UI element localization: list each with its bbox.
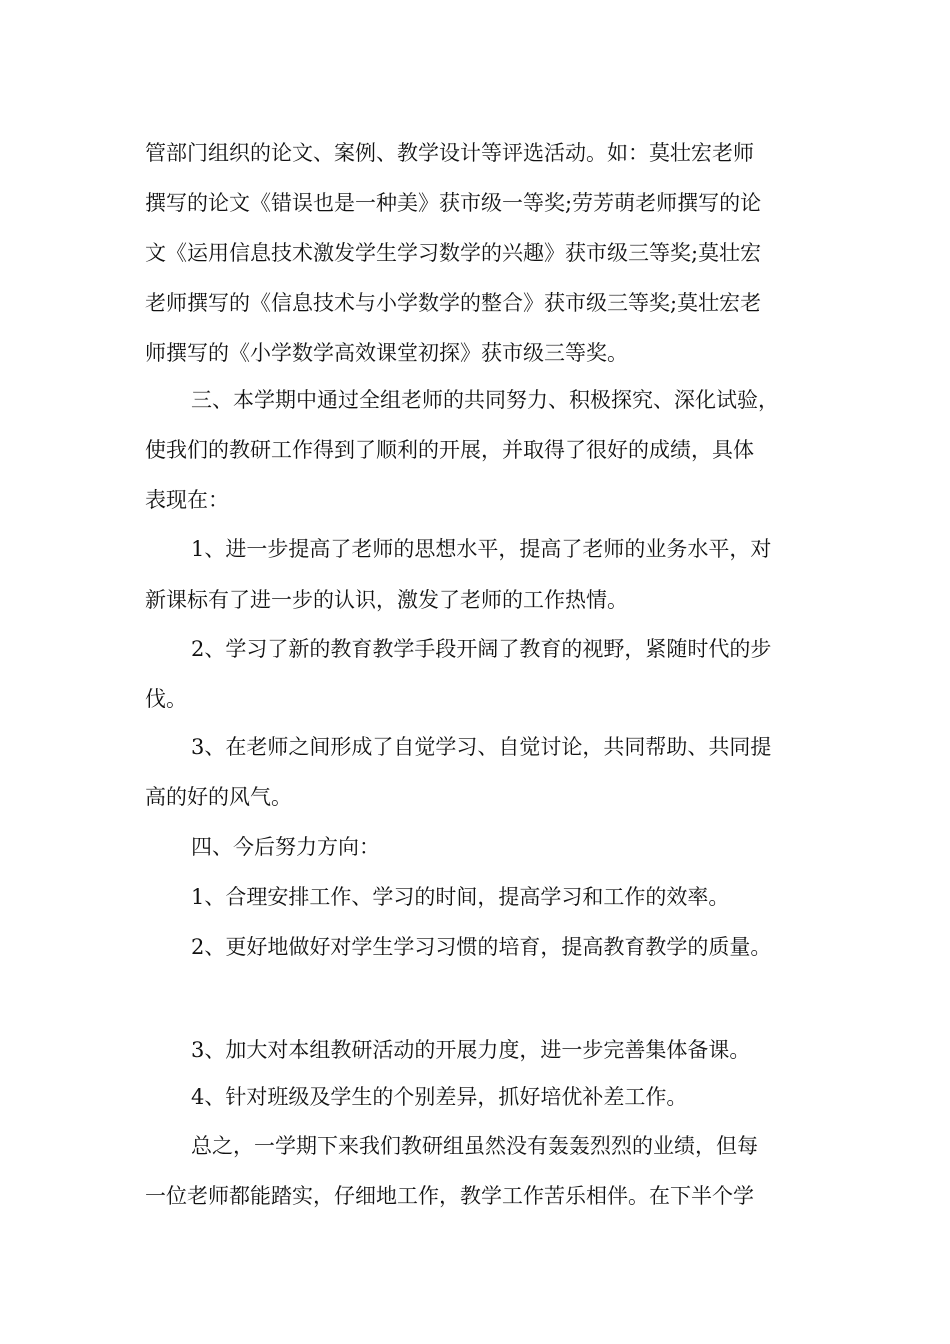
text-line: 伐。 <box>145 687 187 711</box>
list-item: 2、学习了新的教育教学手段开阔了教育的视野，紧随时代的步 <box>191 637 772 661</box>
list-item: 2、更好地做好对学生学习习惯的培育，提高教育教学的质量。 <box>191 935 772 959</box>
text-line: 表现在： <box>145 488 229 512</box>
conclusion-paragraph: 总之，一学期下来我们教研组虽然没有轰轰烈烈的业绩，但每 <box>191 1134 758 1158</box>
list-item: 3、加大对本组教研活动的开展力度，进一步完善集体备课。 <box>191 1038 751 1062</box>
list-item: 3、在老师之间形成了自觉学习、自觉讨论，共同帮助、共同提 <box>191 735 772 759</box>
text-line: 老师撰写的《信息技术与小学数学的整合》获市级三等奖;莫壮宏老 <box>145 291 762 315</box>
text-line: 使我们的教研工作得到了顺利的开展，并取得了很好的成绩，具体 <box>145 438 754 462</box>
list-item: 1、进一步提高了老师的思想水平，提高了老师的业务水平，对 <box>191 537 772 561</box>
text-line: 撰写的论文《错误也是一种美》获市级一等奖;劳芳萌老师撰写的论 <box>145 191 762 215</box>
section-three-heading: 三、本学期中通过全组老师的共同努力、积极探究、深化试验， <box>191 388 779 412</box>
text-line: 一位老师都能踏实，仔细地工作，教学工作苦乐相伴。在下半个学 <box>145 1184 754 1208</box>
text-line: 管部门组织的论文、案例、教学设计等评选活动。如：莫壮宏老师 <box>145 141 754 165</box>
list-item: 1、合理安排工作、学习的时间，提高学习和工作的效率。 <box>191 885 730 909</box>
text-line: 新课标有了进一步的认识，激发了老师的工作热情。 <box>145 588 628 612</box>
text-line: 文《运用信息技术激发学生学习数学的兴趣》获市级三等奖;莫壮宏 <box>145 241 762 265</box>
list-item: 4、针对班级及学生的个别差异，抓好培优补差工作。 <box>191 1085 688 1109</box>
text-line: 高的好的风气。 <box>145 785 292 809</box>
section-four-heading: 四、今后努力方向： <box>191 835 380 859</box>
text-line: 师撰写的《小学数学高效课堂初探》获市级三等奖。 <box>145 341 628 365</box>
